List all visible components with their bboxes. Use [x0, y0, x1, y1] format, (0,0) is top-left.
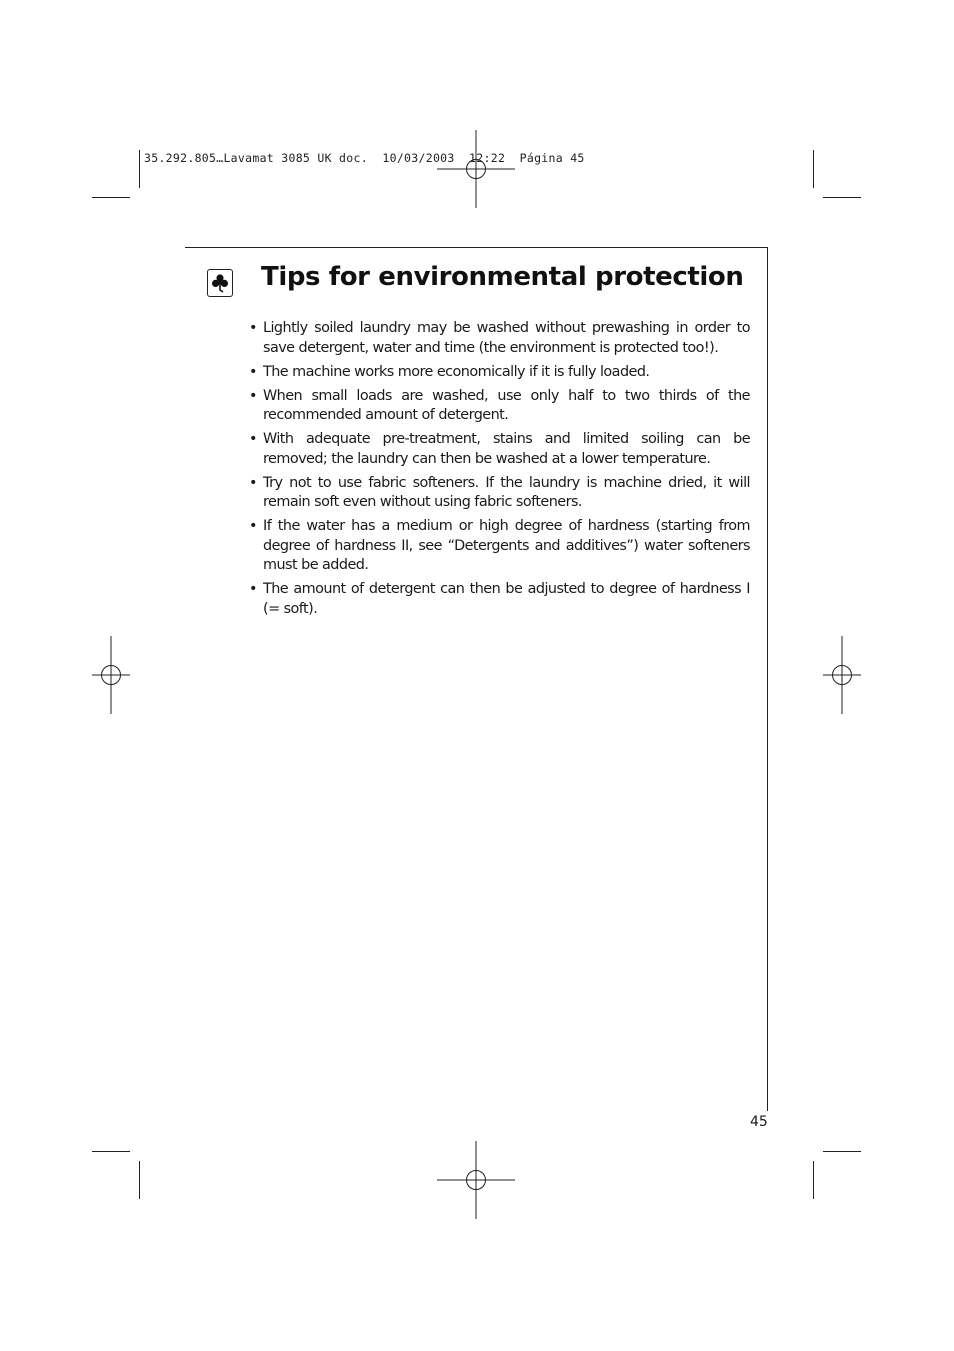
page-title: Tips for environmental protection: [261, 262, 744, 292]
registration-mark-left: [92, 636, 130, 714]
bullet: •: [249, 474, 257, 491]
list-item: [249, 474, 750, 513]
bullet: •: [249, 518, 257, 534]
clover-icon: [207, 269, 233, 297]
list-item: [249, 517, 750, 576]
crop-mark-bottom-left-horizontal: [92, 1151, 130, 1152]
tip-text: Try not to use fabric softeners. If the laundry is machine dried, it will remain soft even without using fabric softeners.: [263, 474, 750, 510]
tip-text: With adequate pre-treatment, stains and limited soiling can be removed; the laundry can then be washed at a lower temperature.: [263, 431, 750, 467]
list-item: [249, 319, 750, 358]
list-item: [249, 430, 750, 469]
crop-mark-top-right-horizontal: [823, 197, 861, 198]
tip-text: The machine works more economically if it is fully loaded.: [263, 363, 650, 380]
list-item: [249, 580, 750, 619]
bullet: •: [249, 363, 257, 380]
bullet: •: [249, 431, 257, 447]
bullet: •: [249, 387, 257, 404]
registration-mark-right: [823, 636, 861, 714]
page-frame-right-rule: [767, 247, 768, 1111]
bullet: •: [249, 581, 257, 597]
tip-text: Lightly soiled laundry may be washed without prewashing in order to save detergent, water and time (the environment is protected too!).: [263, 320, 750, 356]
print-slug-header: 35.292.805…Lavamat 3085 UK doc. 10/03/2003 12:22 Página 45: [144, 151, 585, 165]
bullet: •: [249, 320, 257, 336]
page-frame-top-rule: [185, 247, 768, 248]
list-item: [249, 387, 750, 426]
tip-text: If the water has a medium or high degree of hardness (starting from degree of hardness II, see “Detergents and additives”) water softeners must be added.: [263, 518, 750, 573]
crop-mark-bottom-right-vertical: [813, 1161, 814, 1199]
crop-mark-bottom-left-vertical: [139, 1161, 140, 1199]
tips-list: [249, 319, 750, 624]
page-number: 45: [750, 1114, 768, 1130]
crop-mark-top-left-horizontal: [92, 197, 130, 198]
list-item: [249, 363, 750, 383]
registration-mark-bottom: [437, 1141, 515, 1219]
crop-mark-top-right-vertical: [813, 150, 814, 188]
tip-text: The amount of detergent can then be adjusted to degree of hardness I (= soft).: [263, 581, 750, 617]
registration-mark-top: [437, 130, 515, 208]
crop-mark-bottom-right-horizontal: [823, 1151, 861, 1152]
crop-mark-top-left-vertical: [139, 150, 140, 188]
tip-text: When small loads are washed, use only half to two thirds of the recommended amount of detergent.: [263, 387, 750, 423]
